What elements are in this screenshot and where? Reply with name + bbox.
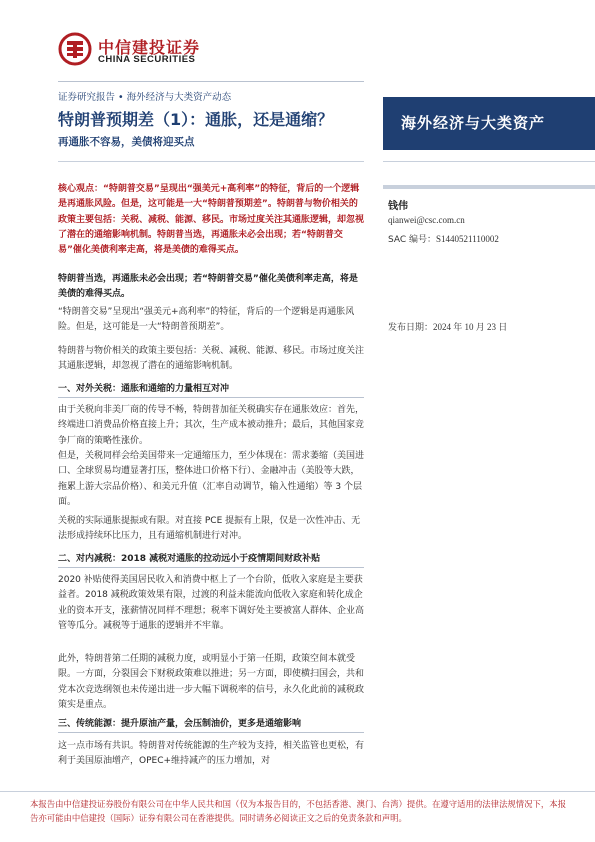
sac-label: SAC 编号：	[388, 235, 437, 245]
footer-disclaimer: 本报告由中信建投证券股份有限公司在中华人民共和国（仅为本报告目的，不包括香港、澳门、台湾）提供。在遵守适用的法律法规情况下，本报告亦可能由中信建投（国际）证券有限公司在香港提供。同时请务必阅读正文之后的免责条款和声明。	[30, 799, 566, 823]
page-title: 特朗普预期差（1）：通胀，还是通缩？	[58, 110, 334, 129]
section-divider	[58, 732, 364, 733]
author-name: 钱伟	[388, 201, 408, 212]
paragraph: 特朗普与物价相关的政策主要包括：关税、减税、能源、移民。市场过度关注其通胀逻辑，却忽视了潜在的通缩影响机制。	[58, 346, 365, 372]
footer-divider	[0, 791, 595, 792]
category-banner-label: 海外经济与大类资产	[401, 114, 546, 132]
paragraph: 此外，特朗普第二任期的减税力度，或明显小于第一任期，政策空间本就受限。一方面，分裂国会下财税政策难以推进；另一方面，即使横扫国会，共和党本次竞选纲领也未传递出进一步大幅下调税率的信号，永久化此前的减税政策实是重点。	[58, 654, 365, 710]
core-view: 核心观点：“特朗普交易”呈现出“强美元+高利率”的特征，背后的一个逻辑是再通胀风险。但是，这可能是一大“特朗普预期差”。特朗普与物价相关的政策主要包括：关税、减税、能源、移民。市场过度关注其通胀逻辑，却忽视了潜在的通缩影响机制。特朗普当选，再通胀未必会出现；若“特朗普交易”催化美债利率走高，将是美债的难得买点。	[58, 184, 365, 256]
logo-chinese-name: 中信建投证券	[98, 38, 201, 57]
section-divider	[58, 397, 364, 398]
logo-english-name: CHINA SECURITIES	[98, 54, 196, 65]
category-banner	[383, 97, 595, 150]
company-logo	[58, 32, 218, 74]
title-divider	[58, 161, 364, 162]
sac-value: S1440521110002	[436, 234, 499, 244]
header-divider	[58, 81, 364, 82]
paragraph: 2020 补贴使得美国居民收入和消费中枢上了一个台阶，低收入家庭是主要获益者。2018 减税政策效果有限，过渡的利益未能流向低收入家庭和转化成企业的资本开支，涨薪情况同样不理想；税率下调好处主要被富人群体、企业高管等瓜分。减税等于通胀的逻辑并不牢靠。	[58, 575, 365, 631]
section-heading-1: 一、对外关税：通胀和通缩的力量相互对冲	[58, 384, 230, 394]
section-heading-2: 二、对内减税：2018 减税对通胀的拉动远小于疫情期间财政补贴	[58, 554, 321, 564]
author-bar	[383, 185, 595, 189]
sac-number	[388, 232, 499, 245]
csc-logo-icon	[58, 32, 92, 66]
author-email[interactable]: qianwei@csc.com.cn	[388, 215, 465, 225]
section-divider	[58, 567, 364, 568]
breadcrumb: 证券研究报告 • 海外经济与大类资产动态	[58, 92, 232, 103]
sidebar-divider	[383, 161, 595, 162]
page-subtitle: 再通胀不容易，美债将迎买点	[58, 136, 195, 148]
paragraph: 由于关税向非美厂商的传导不畅，特朗普加征关税确实存在通胀效应：首先，终端进口消费品价格直接上升；其次，生产成本被动推升；最后，其他国家竞争厂商的策略性涨价。	[58, 405, 365, 446]
paragraph: “特朗普交易”呈现出“强美元+高利率”的特征，背后的一个逻辑是再通胀风险。但是，这可能是一大“特朗普预期差”。	[58, 307, 355, 333]
date-value: 2024 年 10 月 23 日	[433, 322, 508, 332]
paragraph: 但是，关税同样会给美国带来一定通缩压力，至少体现在：需求萎缩（美国进口、全球贸易均遭显著打压，整体进口价格下行）、金融冲击（美股等大跌，拖累上游大宗品价格）、和美元升值（汇率自动调节，输入性通缩）等 3 个层面。	[58, 451, 365, 507]
paragraph: 这一点市场有共识。特朗普对传统能源的生产较为支持，相关监管也更松，有利于美国原油增产，OPEC+维持减产的压力增加，对	[58, 741, 365, 767]
publish-date	[388, 320, 507, 333]
paragraph: 关税的实际通胀提振或有限。对直接 PCE 提振有上限，仅是一次性冲击、无法形成持续环比压力，且有通缩机制进行对冲。	[58, 516, 361, 542]
date-label: 发布日期：	[388, 323, 434, 333]
summary-bold: 特朗普当选，再通胀未必会出现；若“特朗普交易”催化美债利率走高，将是美债的难得买点。	[58, 274, 358, 300]
section-heading-3: 三、传统能源：提升原油产量，会压制油价，更多是通缩影响	[58, 719, 302, 729]
